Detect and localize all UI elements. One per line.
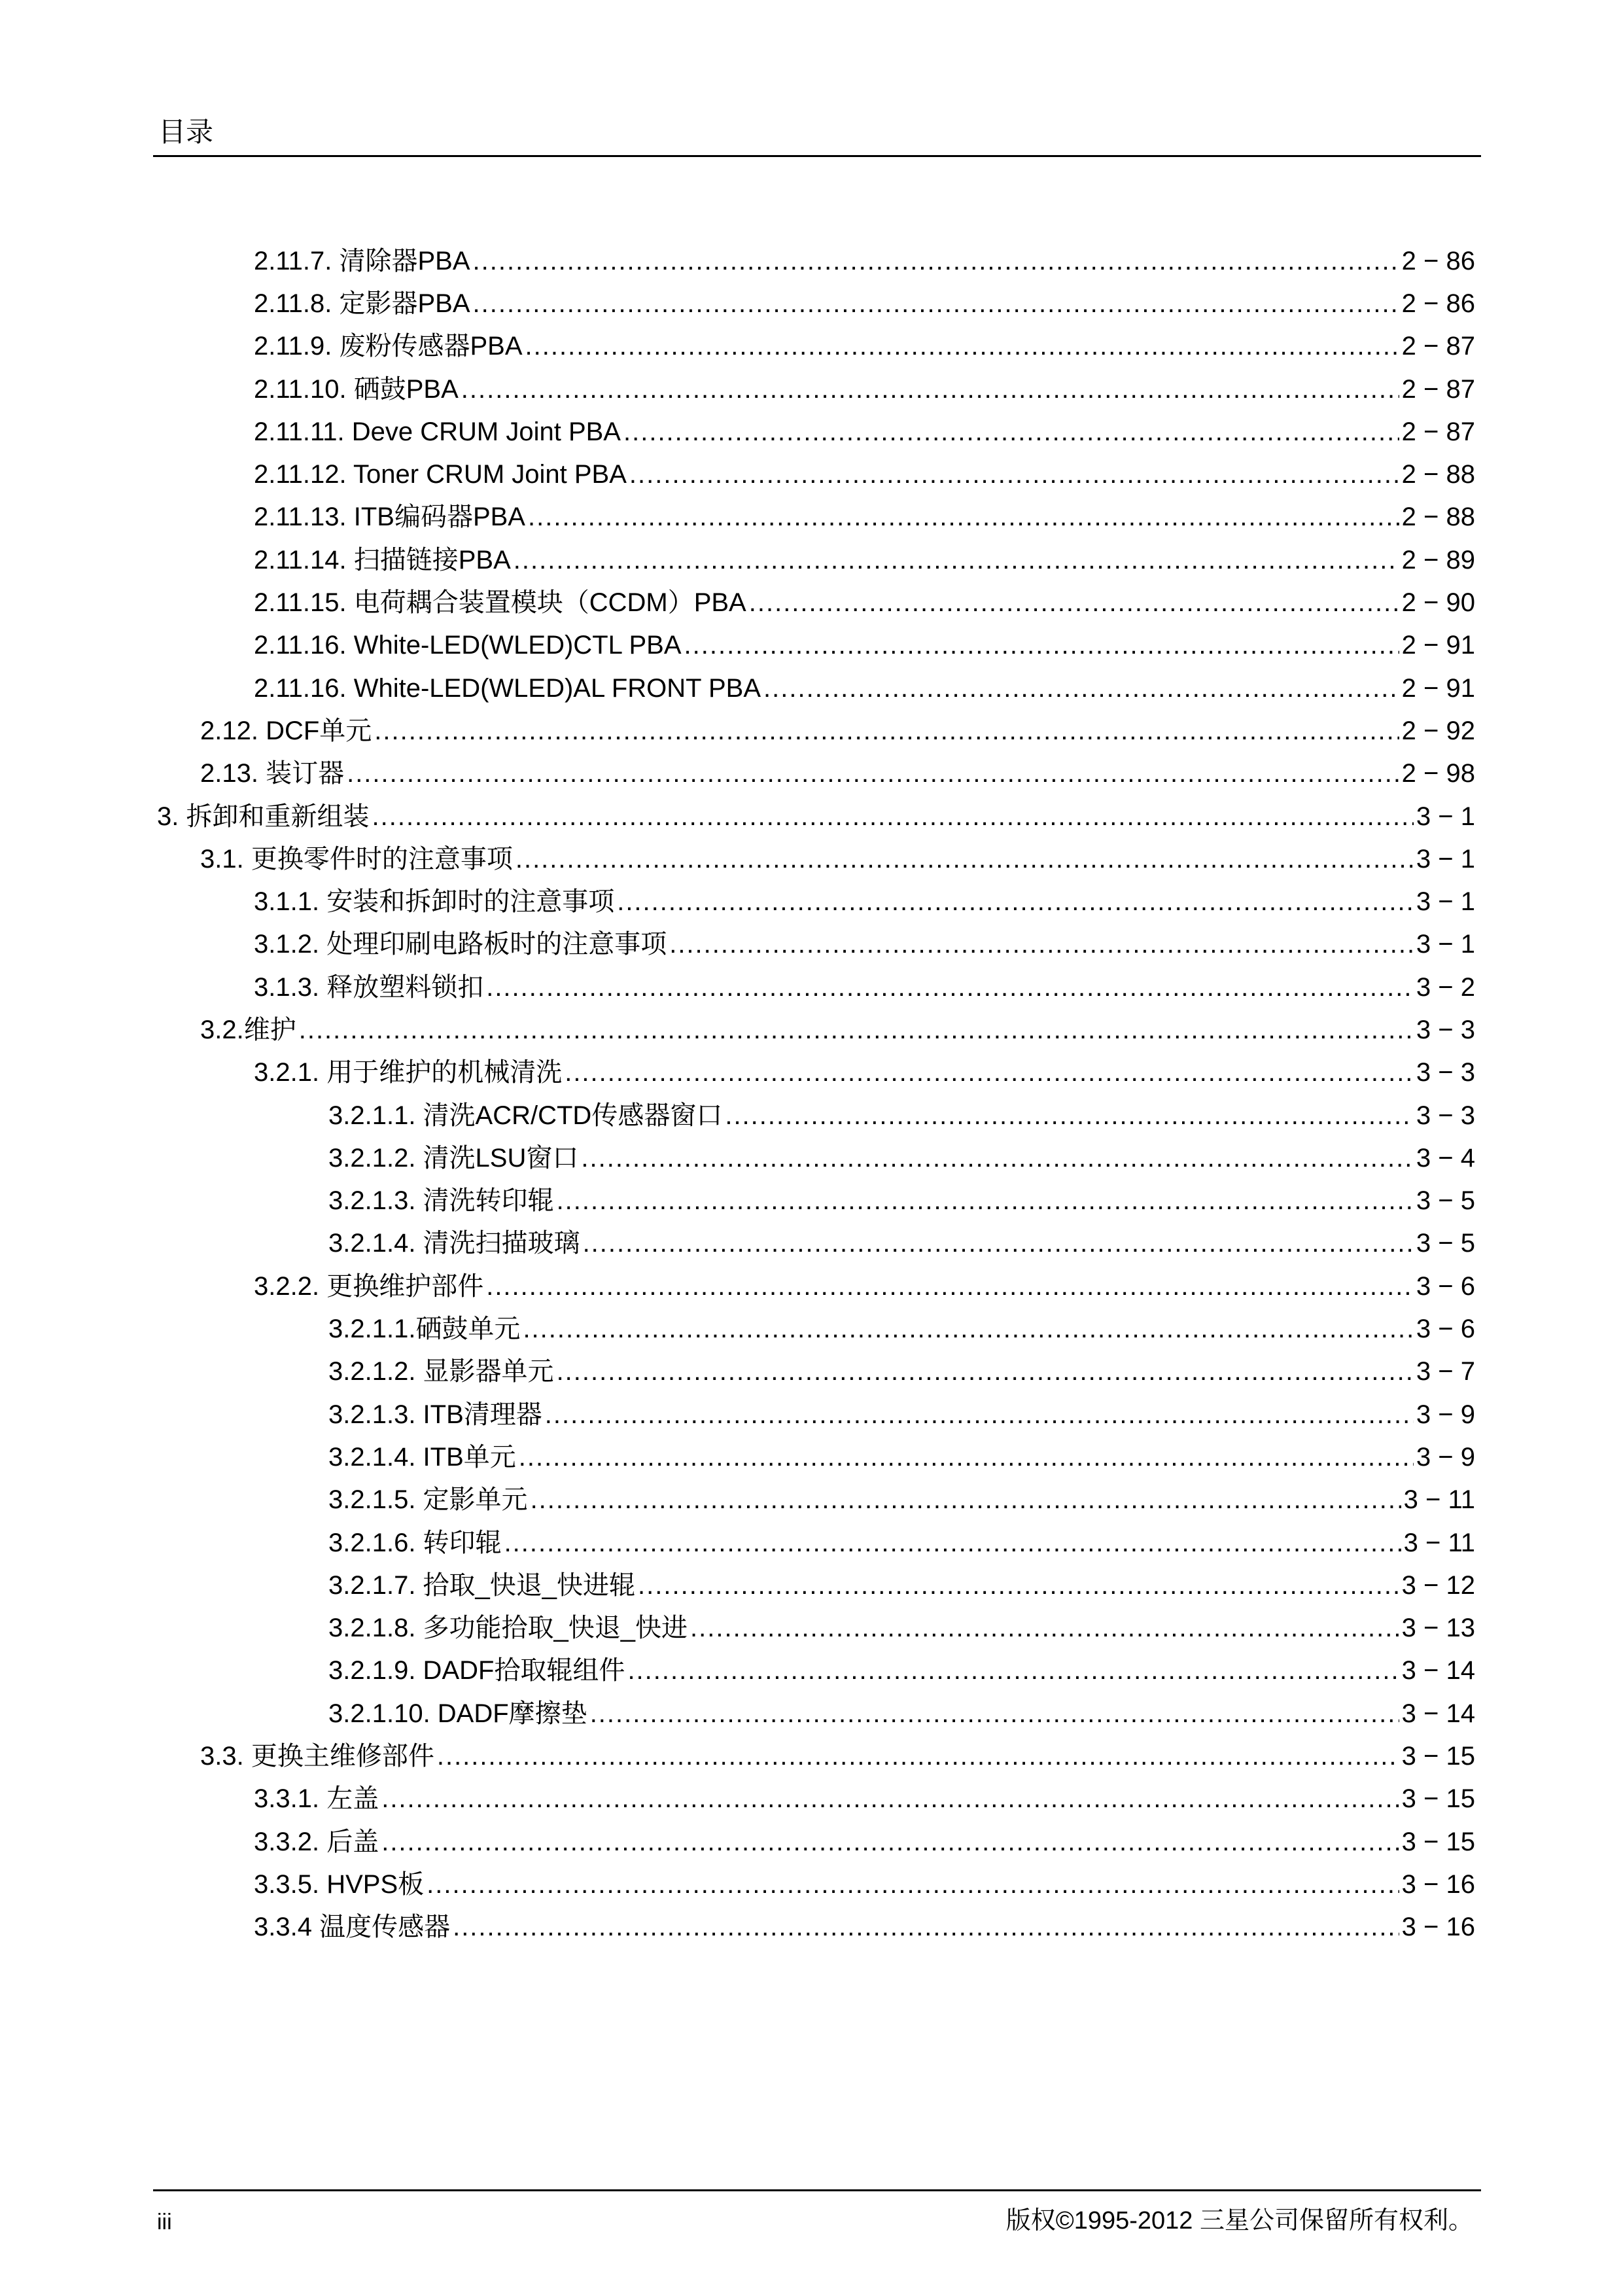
toc-entry-title: 2.11.16. White-LED(WLED)CTL PBA — [254, 631, 682, 660]
toc-entry-page: 3 − 1 — [1416, 802, 1475, 831]
toc-entry-title: 3.2.1.4. ITB单元 — [328, 1442, 516, 1472]
table-of-contents — [0, 239, 1623, 1949]
toc-entry-title: 3.3.2. 后盖 — [254, 1827, 379, 1856]
toc-entry[interactable] — [0, 624, 1623, 667]
toc-dot-leader — [557, 1188, 1414, 1214]
toc-entry-title: 3.1.2. 处理印刷电路板时的注意事项 — [254, 930, 667, 959]
toc-entry-page: 2 − 90 — [1401, 588, 1475, 618]
toc-dot-leader — [623, 419, 1399, 445]
toc-dot-leader — [629, 461, 1399, 487]
toc-entry[interactable] — [0, 1778, 1623, 1820]
toc-entry-page: 3 − 16 — [1401, 1913, 1475, 1942]
toc-entry-page: 3 − 15 — [1401, 1827, 1475, 1856]
toc-entry-title: 3.2.1.3. 清洗转印辊 — [328, 1186, 554, 1216]
toc-entry-page: 3 − 14 — [1401, 1699, 1475, 1728]
toc-dot-leader — [763, 675, 1399, 701]
toc-entry[interactable] — [0, 1479, 1623, 1521]
toc-entry-title: 3.2.1.1. 清洗ACR/CTD传感器窗口 — [328, 1101, 723, 1130]
toc-dot-leader — [638, 1572, 1399, 1598]
toc-dot-leader — [372, 804, 1413, 830]
toc-entry-page: 3 − 7 — [1416, 1357, 1475, 1386]
toc-dot-leader — [669, 931, 1414, 957]
toc-entry[interactable] — [0, 496, 1623, 539]
toc-dot-leader — [690, 1615, 1399, 1641]
toc-entry-title: 2.11.11. Deve CRUM Joint PBA — [254, 417, 621, 446]
toc-entry-page: 2 − 86 — [1401, 246, 1475, 275]
toc-dot-leader — [381, 1786, 1399, 1812]
toc-dot-leader — [519, 1444, 1414, 1470]
toc-entry[interactable] — [0, 368, 1623, 410]
toc-entry[interactable] — [0, 923, 1623, 966]
toc-dot-leader — [486, 1273, 1414, 1299]
toc-dot-leader — [528, 504, 1399, 530]
toc-entry[interactable] — [0, 1906, 1623, 1949]
toc-entry[interactable] — [0, 1436, 1623, 1478]
toc-entry-page: 3 − 4 — [1416, 1143, 1475, 1173]
toc-entry[interactable] — [0, 966, 1623, 1008]
toc-entry-title: 3.1.3. 释放塑料锁扣 — [254, 972, 484, 1002]
toc-entry-title: 3.2.1.2. 显影器单元 — [328, 1357, 554, 1386]
toc-entry-title: 3.3. 更换主维修部件 — [200, 1742, 434, 1771]
toc-entry[interactable] — [0, 1650, 1623, 1692]
toc-entry-page: 3 − 3 — [1416, 1058, 1475, 1087]
toc-entry[interactable] — [0, 1607, 1623, 1650]
toc-dot-leader — [684, 632, 1399, 658]
toc-dot-leader — [590, 1701, 1399, 1727]
toc-entry-page: 3 − 6 — [1416, 1271, 1475, 1301]
toc-entry[interactable] — [0, 880, 1623, 923]
toc-entry[interactable] — [0, 1393, 1623, 1436]
toc-entry-page: 2 − 91 — [1401, 631, 1475, 660]
toc-entry[interactable] — [0, 1735, 1623, 1777]
toc-entry-title: 3.2.1.5. 定影单元 — [328, 1485, 528, 1515]
toc-entry-page: 3 − 9 — [1416, 1442, 1475, 1472]
toc-entry[interactable] — [0, 1820, 1623, 1863]
toc-dot-leader — [437, 1743, 1399, 1769]
toc-entry[interactable] — [0, 453, 1623, 495]
toc-entry[interactable] — [0, 1564, 1623, 1606]
toc-entry-page: 3 − 6 — [1416, 1315, 1475, 1344]
toc-entry-page: 2 − 92 — [1401, 716, 1475, 745]
toc-entry[interactable] — [0, 1307, 1623, 1350]
toc-entry-title: 3.2.1.7. 拾取_快退_快进辊 — [328, 1570, 636, 1600]
toc-entry[interactable] — [0, 325, 1623, 368]
toc-dot-leader — [523, 1316, 1413, 1342]
toc-entry-page: 3 − 12 — [1401, 1570, 1475, 1600]
toc-entry-title: 3.2.1. 用于维护的机械清洗 — [254, 1058, 563, 1087]
toc-entry-title: 3.2.1.8. 多功能拾取_快退_快进 — [328, 1614, 688, 1643]
toc-entry-title: 3.2.1.10. DADF摩擦垫 — [328, 1699, 587, 1728]
toc-entry[interactable] — [0, 1692, 1623, 1735]
toc-dot-leader — [749, 590, 1399, 616]
toc-dot-leader — [299, 1017, 1414, 1043]
toc-entry-page: 3 − 13 — [1401, 1614, 1475, 1643]
toc-entry-title: 2.11.10. 硒鼓PBA — [254, 374, 459, 404]
toc-entry[interactable] — [0, 1137, 1623, 1179]
toc-entry-title: 3.2.1.2. 清洗LSU窗口 — [328, 1143, 579, 1173]
toc-entry-page: 2 − 88 — [1401, 460, 1475, 489]
toc-entry-page: 2 − 89 — [1401, 545, 1475, 574]
toc-entry-page: 3 − 1 — [1416, 844, 1475, 874]
toc-entry[interactable] — [0, 539, 1623, 581]
toc-entry-page: 2 − 91 — [1401, 673, 1475, 703]
toc-entry[interactable] — [0, 1008, 1623, 1051]
toc-entry[interactable] — [0, 1180, 1623, 1222]
toc-entry-page: 2 − 88 — [1401, 503, 1475, 532]
toc-entry[interactable] — [0, 1521, 1623, 1564]
toc-entry-title: 3.2.1.9. DADF拾取辊组件 — [328, 1656, 625, 1686]
toc-entry[interactable] — [0, 709, 1623, 752]
toc-entry-page: 3 − 15 — [1401, 1742, 1475, 1771]
page-header — [153, 103, 1481, 157]
toc-dot-leader — [515, 846, 1414, 872]
toc-entry[interactable] — [0, 581, 1623, 624]
toc-entry-title: 2.11.14. 扫描链接PBA — [254, 545, 511, 574]
toc-entry-page: 3 − 3 — [1416, 1015, 1475, 1044]
toc-entry[interactable] — [0, 667, 1623, 709]
toc-entry-title: 3.2.1.6. 转印辊 — [328, 1528, 502, 1557]
toc-dot-leader — [617, 889, 1414, 915]
toc-entry[interactable] — [0, 1051, 1623, 1094]
toc-entry[interactable] — [0, 410, 1623, 453]
toc-entry[interactable] — [0, 795, 1623, 838]
toc-entry-page: 3 − 3 — [1416, 1101, 1475, 1130]
toc-dot-leader — [461, 376, 1399, 402]
toc-dot-leader — [473, 248, 1399, 274]
toc-entry-page: 3 − 9 — [1416, 1400, 1475, 1429]
footer-page-number: iii — [157, 2210, 172, 2234]
toc-dot-leader — [583, 1230, 1414, 1256]
toc-entry-title: 3.1. 更换零件时的注意事项 — [200, 844, 513, 874]
toc-entry-title: 2.11.16. White-LED(WLED)AL FRONT PBA — [254, 673, 761, 703]
toc-dot-leader — [473, 291, 1399, 317]
toc-dot-leader — [381, 1829, 1399, 1855]
toc-entry-page: 3 − 1 — [1416, 887, 1475, 917]
toc-entry-title: 2.11.15. 电荷耦合装置模块（CCDM）PBA — [254, 588, 746, 618]
toc-entry-page: 2 − 98 — [1401, 759, 1475, 788]
toc-dot-leader — [531, 1487, 1401, 1513]
toc-dot-leader — [725, 1103, 1414, 1129]
toc-dot-leader — [427, 1871, 1399, 1898]
toc-entry[interactable] — [0, 752, 1623, 795]
toc-entry-title: 2.12. DCF单元 — [200, 716, 372, 745]
toc-entry-title: 2.11.9. 废粉传感器PBA — [254, 332, 523, 361]
footer-copyright: 版权©1995-2012 三星公司保留所有权利。 — [1005, 2207, 1473, 2234]
toc-entry-page: 2 − 87 — [1401, 374, 1475, 404]
toc-dot-leader — [627, 1657, 1399, 1684]
toc-dot-leader — [565, 1059, 1414, 1086]
toc-dot-leader — [347, 760, 1399, 786]
toc-entry-page: 2 − 86 — [1401, 289, 1475, 318]
toc-entry-page: 3 − 15 — [1401, 1784, 1475, 1814]
toc-entry-title: 3.3.1. 左盖 — [254, 1784, 379, 1814]
toc-entry-title: 3.2.1.4. 清洗扫描玻璃 — [328, 1229, 580, 1258]
toc-entry-page: 3 − 16 — [1401, 1869, 1475, 1899]
toc-entry-page: 3 − 5 — [1416, 1229, 1475, 1258]
toc-dot-leader — [545, 1402, 1414, 1428]
toc-dot-leader — [581, 1145, 1414, 1171]
toc-entry[interactable] — [0, 239, 1623, 282]
toc-entry-title: 2.11.13. ITB编码器PBA — [254, 503, 525, 532]
toc-dot-leader — [504, 1530, 1401, 1556]
toc-entry[interactable] — [0, 1094, 1623, 1137]
toc-entry[interactable] — [0, 282, 1623, 325]
toc-entry-title: 3.2.1.1.硒鼓单元 — [328, 1315, 521, 1344]
toc-entry-page: 3 − 2 — [1416, 972, 1475, 1002]
toc-entry-page: 2 − 87 — [1401, 332, 1475, 361]
toc-entry-title: 3. 拆卸和重新组装 — [157, 802, 370, 831]
toc-entry-page: 3 − 11 — [1403, 1528, 1475, 1557]
toc-dot-leader — [514, 547, 1399, 573]
toc-entry-title: 3.2.1.3. ITB清理器 — [328, 1400, 542, 1429]
toc-entry[interactable] — [0, 1351, 1623, 1393]
toc-entry[interactable] — [0, 1265, 1623, 1307]
toc-entry-title: 3.3.5. HVPS板 — [254, 1869, 425, 1899]
toc-entry-title: 2.13. 装订器 — [200, 759, 345, 788]
toc-entry-page: 3 − 14 — [1401, 1656, 1475, 1686]
toc-entry[interactable] — [0, 1222, 1623, 1265]
toc-entry[interactable] — [0, 1863, 1623, 1905]
toc-entry-title: 3.2.2. 更换维护部件 — [254, 1271, 484, 1301]
toc-entry-page: 2 − 87 — [1401, 417, 1475, 446]
toc-entry-page: 3 − 1 — [1416, 930, 1475, 959]
toc-entry-title: 2.11.7. 清除器PBA — [254, 246, 470, 275]
toc-dot-leader — [453, 1914, 1399, 1940]
page-footer — [153, 2189, 1481, 2242]
toc-entry-title: 3.2.维护 — [200, 1015, 296, 1044]
toc-entry-title: 2.11.12. Toner CRUM Joint PBA — [254, 460, 627, 489]
toc-entry-title: 3.1.1. 安装和拆卸时的注意事项 — [254, 887, 615, 917]
toc-dot-leader — [525, 333, 1399, 359]
toc-dot-leader — [374, 718, 1399, 744]
toc-entry-title: 3.3.4 温度传感器 — [254, 1913, 451, 1942]
toc-entry-page: 3 − 11 — [1403, 1485, 1475, 1515]
toc-entry-title: 2.11.8. 定影器PBA — [254, 289, 470, 318]
header-title: 目录 — [158, 116, 214, 147]
toc-entry[interactable] — [0, 838, 1623, 880]
toc-entry-page: 3 − 5 — [1416, 1186, 1475, 1216]
toc-dot-leader — [486, 974, 1414, 1000]
toc-dot-leader — [557, 1358, 1414, 1385]
